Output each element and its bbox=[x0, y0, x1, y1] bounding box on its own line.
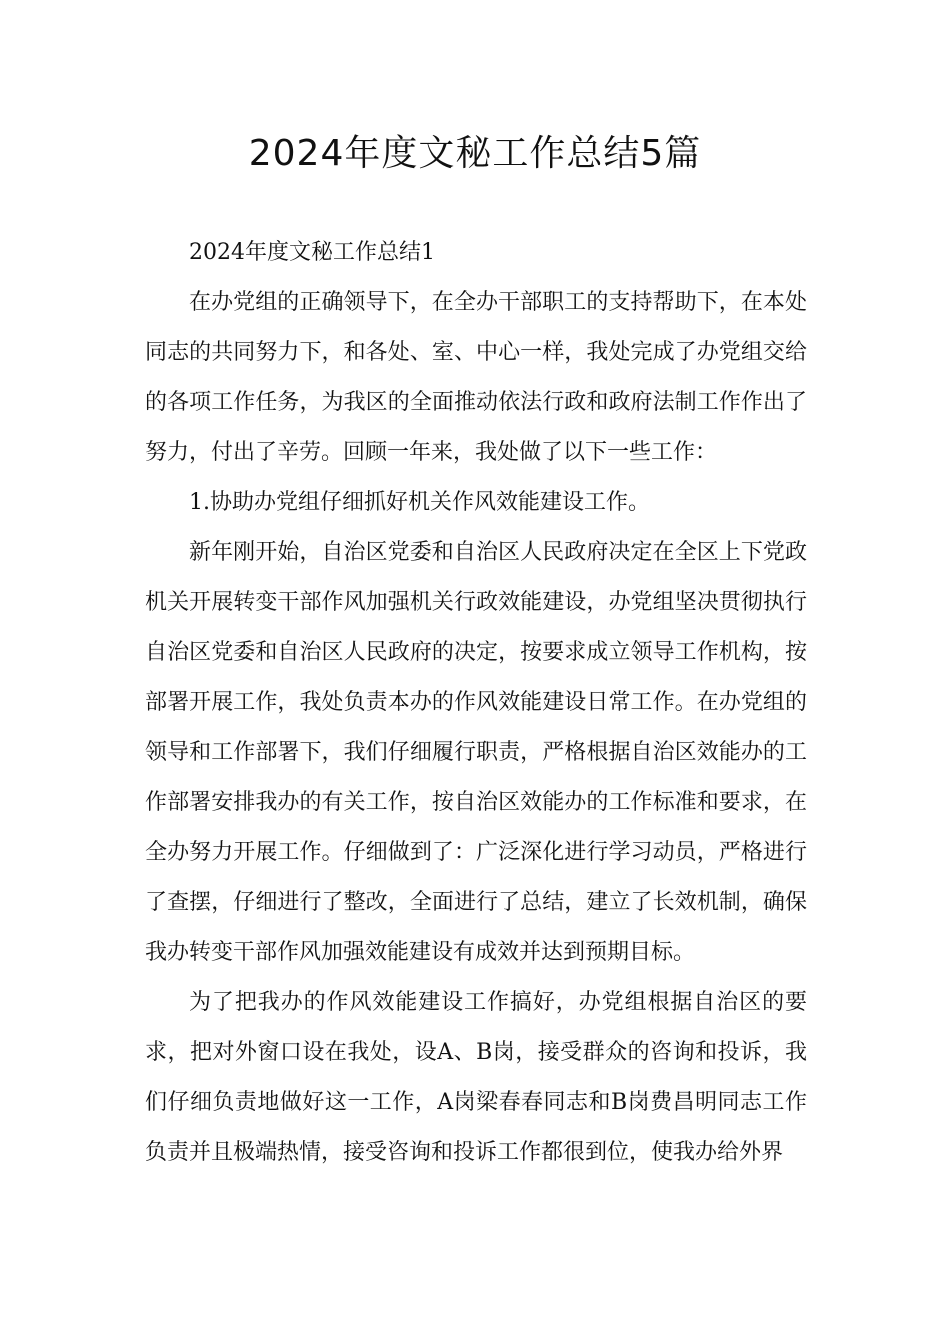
body-paragraph: 在办党组的正确领导下，在全办干部职工的支持帮助下，在本处同志的共同努力下，和各处、室、中心一样，我处完成了办党组交给的各项工作任务，为我区的全面推动依法行政和政府法制工作作出了努力，付出了辛劳。回顾一年来，我处做了以下一些工作： bbox=[145, 290, 807, 465]
document-title: 2024年度文秘工作总结5篇 bbox=[248, 133, 702, 174]
section-heading: 2024年度文秘工作总结1 bbox=[189, 240, 435, 265]
body-paragraph: 为了把我办的作风效能建设工作搞好，办党组根据自治区的要求，把对外窗口设在我处，设A、B岗，接受群众的咨询和投诉，我们仔细负责地做好这一工作，A岗梁春春同志和B岗费昌明同志工作负责并且极端热情，接受咨询和投诉工作都很到位，使我办给外界 bbox=[145, 990, 807, 1165]
document-body bbox=[145, 228, 807, 1178]
numbered-item: 1.协助办党组仔细抓好机关作风效能建设工作。 bbox=[189, 490, 650, 515]
body-paragraph: 新年刚开始，自治区党委和自治区人民政府决定在全区上下党政机关开展转变干部作风加强机关行政效能建设，办党组坚决贯彻执行自治区党委和自治区人民政府的决定，按要求成立领导工作机构，按部署开展工作，我处负责本办的作风效能建设日常工作。在办党组的领导和工作部署下，我们仔细履行职责，严格根据自治区效能办的工作部署安排我办的有关工作，按自治区效能办的工作标准和要求，在全办努力开展工作。仔细做到了：广泛深化进行学习动员，严格进行了查摆，仔细进行了整改，全面进行了总结，建立了长效机制，确保我办转变干部作风加强效能建设有成效并达到预期目标。 bbox=[145, 540, 807, 965]
